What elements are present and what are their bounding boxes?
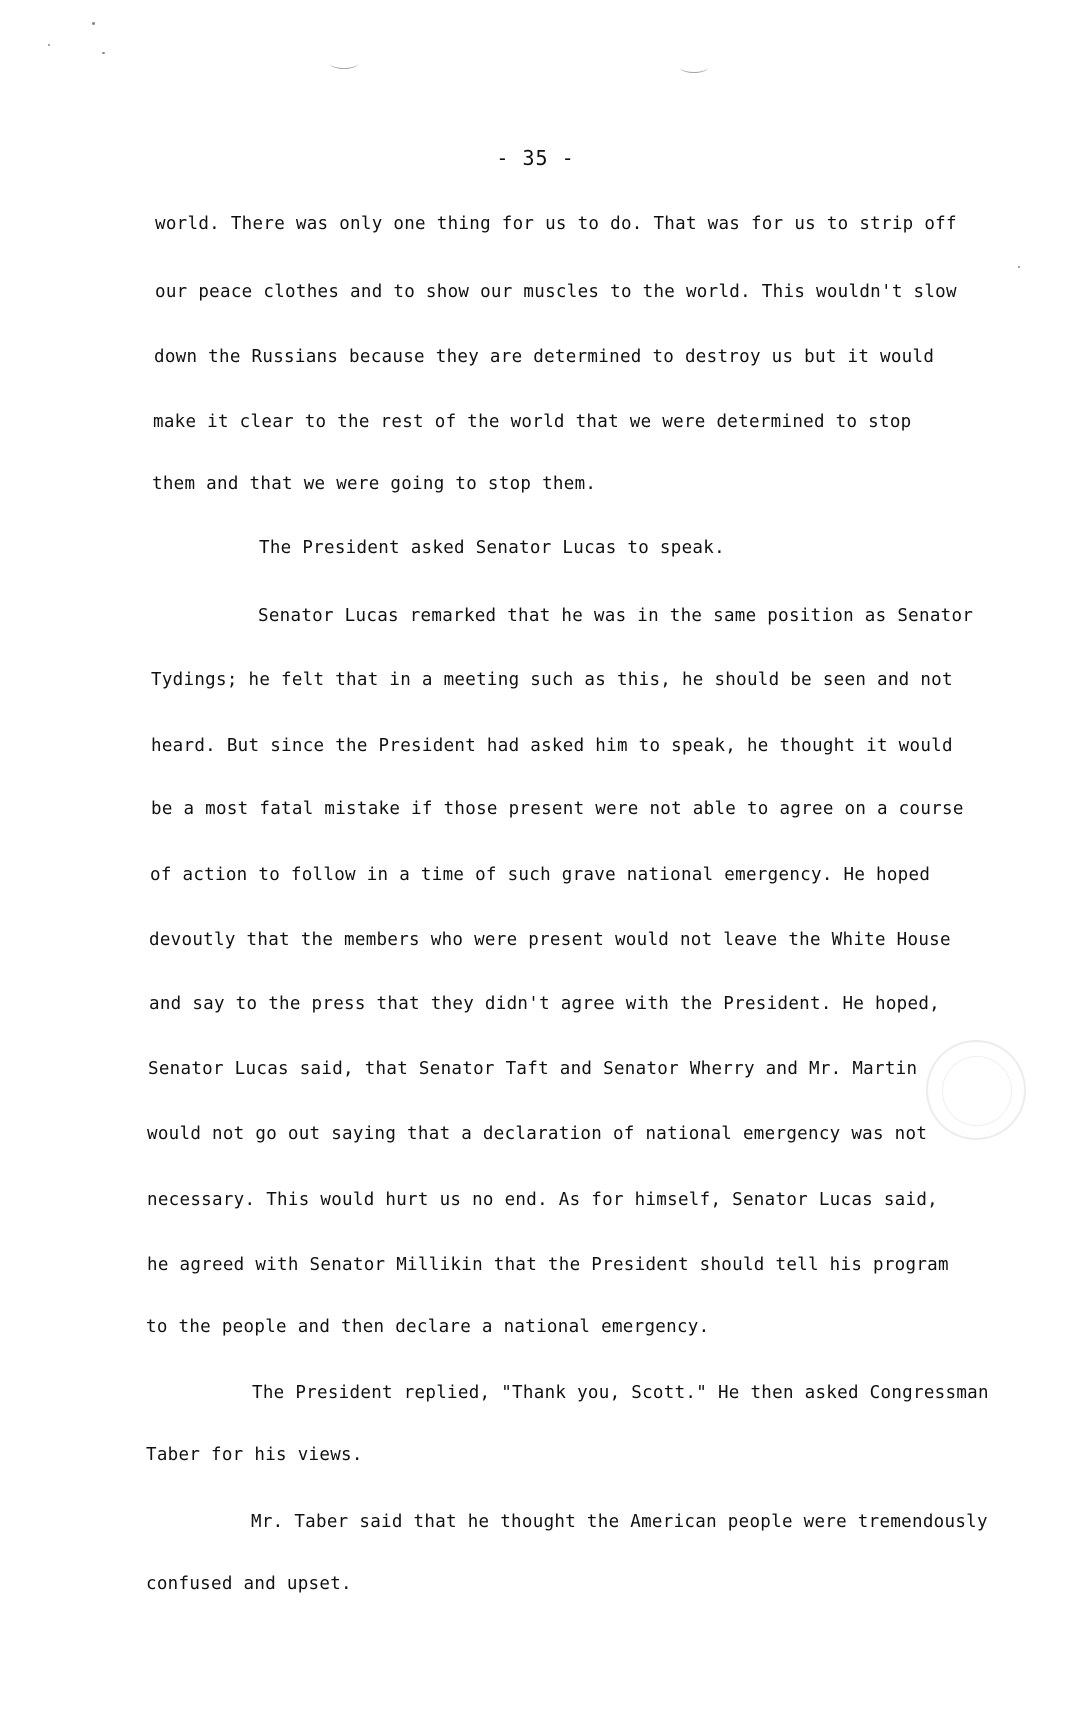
text-line: he agreed with Senator Millikin that the President should tell his program [147,1255,949,1275]
text-line: Mr. Taber said that he thought the American people were tremendously [251,1512,988,1532]
text-line: Senator Lucas said, that Senator Taft and Senator Wherry and Mr. Martin [148,1059,918,1079]
text-line: to the people and then declare a national emergency. [146,1317,710,1337]
archive-stamp [926,1040,1026,1140]
text-line: be a most fatal mistake if those present were not able to agree on a course [151,799,964,819]
page-speck [1018,266,1020,268]
text-line: them and that we were going to stop them. [152,474,597,494]
text-line: The President asked Senator Lucas to speak. [259,538,725,558]
page-mark [680,62,708,73]
text-line: would not go out saying that a declaration of national emergency was not [147,1124,928,1144]
text-line: Senator Lucas remarked that he was in the same position as Senator [258,606,974,626]
text-line: Taber for his views. [146,1445,363,1465]
text-line: world. There was only one thing for us to do. That was for us to strip off [155,214,957,234]
page-speck [102,52,105,54]
text-line: Tydings; he felt that in a meeting such as this, he should be seen and not [151,670,953,690]
page-number: - 35 - [496,146,575,170]
text-line: and say to the press that they didn't agree with the President. He hoped, [149,994,941,1014]
page-speck [92,22,95,25]
text-line: necessary. This would hurt us no end. As for himself, Senator Lucas said, [147,1190,939,1210]
text-line: The President replied, "Thank you, Scott." He then asked Congressman [252,1383,989,1403]
text-line: heard. But since the President had asked him to speak, he thought it would [151,736,953,756]
text-line: make it clear to the rest of the world that we were determined to stop [153,412,912,432]
text-line: our peace clothes and to show our muscles to the world. This wouldn't slow [155,282,957,302]
page-speck [48,44,50,46]
text-line: confused and upset. [146,1574,352,1594]
page-mark [330,58,358,69]
text-line: of action to follow in a time of such grave national emergency. He hoped [150,865,931,885]
text-line: devoutly that the members who were present would not leave the White House [149,930,951,950]
text-line: down the Russians because they are determined to destroy us but it would [154,347,935,367]
